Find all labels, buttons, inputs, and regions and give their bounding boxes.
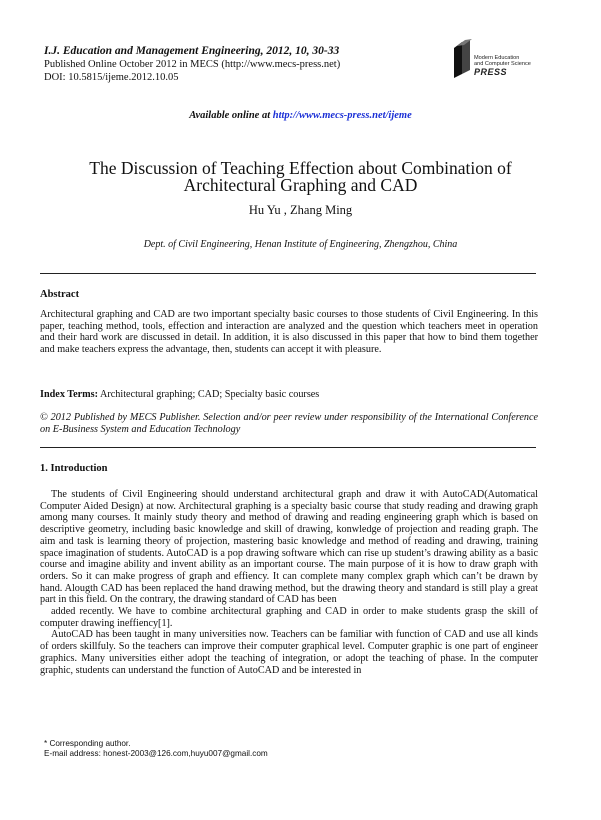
book-stack-icon (452, 38, 474, 78)
logo-line-2: and Computer Science (474, 61, 531, 67)
doi: DOI: 10.5815/ijeme.2012.10.05 (44, 72, 179, 83)
available-label: Available online at (189, 110, 273, 121)
introduction-heading: 1. Introduction (40, 463, 108, 474)
index-terms-paragraph (40, 389, 538, 401)
publication-info: Published Online October 2012 in MECS (http://www.mecs-press.net) (44, 59, 341, 70)
intro-paragraph-3: AutoCAD has been taught in many universities now. Teachers can be familiar with function of CAD and use all kinds of orders skillfuly. So the teachers can improve their computer graphical level. Computer graphic is one part of engineer graphics. Many universities either adopt the teaching of integration, or adopt the teaching of phase. In the computer graphic, students can understand the function of AutoCAD and be interested in (40, 629, 538, 676)
abstract-text (40, 309, 538, 356)
index-terms (40, 389, 538, 401)
intro-paragraph-1: The students of Civil Engineering should understand architectural graph and draw it with AutoCAD(Automatical Computer Aided Design) at now. Architectural graphing is a specialty basic course that study reading and drawing graph among many courses. It mainly study theory and method of drawing and reading engineering graph which is based on descriptive geometry, including basic knowledge and skill of drawing, konwledge of projection and reading graph. The aim and task is learning theory of projection, mastering basic knowledge and method of reading and drawing, training space imagination of students. AutoCAD is a pop drawing software which can rise up student’s drawing ability as a basic course and imagine ability and invent ability as an important course. The main purpose of it is how to draw graph with orders. So it can make progress of graph and effiency. It can complete many complex graph which can’t be drawn by hand. Alougth CAD has been replaced the hand drawing method, but the drawing theory and standard is still play a great part in this field. On the contrary, the drawing standard of CAD has been (40, 489, 538, 606)
journal-url-link[interactable]: http://www.mecs-press.net/ijeme (272, 110, 412, 121)
divider-bottom (40, 447, 536, 448)
copyright-text: © 2012 Published by MECS Publisher. Selection and/or peer review under responsibility of the International Conference on E-Business System and Education Technology (40, 412, 538, 435)
available-online (0, 110, 601, 121)
introduction-body (40, 489, 538, 676)
abstract-paragraph: Architectural graphing and CAD are two important specialty basic courses to those students of Civil Engineering. In this paper, teaching method, tools, effection and interaction are analyzed and the question which teachers meet in operation and their hard work are discussed in detail. In addition, it is also discussed in this paper that how to bind them together and make teachers express the advantage, then, students can accept it with pleasure. (40, 309, 538, 356)
abstract-heading: Abstract (40, 289, 80, 300)
logo-line-1: Modern Education (474, 55, 520, 61)
index-terms-label: Index Terms: (40, 389, 99, 400)
affiliation: Dept. of Civil Engineering, Henan Institute of Engineering, Zhengzhou, China (143, 239, 458, 250)
authors: Hu Yu , Zhang Ming (248, 203, 353, 217)
title-line-2: Architectural Graphing and CAD (183, 175, 418, 195)
mecs-press-logo (452, 38, 562, 80)
journal-header (44, 44, 374, 84)
intro-paragraph-2: added recently. We have to combine architectural graphing and CAD in order to make students grasp the skill of computer drawing ineffiency[1]. (40, 606, 538, 629)
copyright-notice (40, 412, 538, 435)
footnote (44, 739, 268, 759)
corresponding-author: * Corresponding author. (44, 739, 131, 748)
title-line-1: The Discussion of Teaching Effection about Combination of (89, 158, 512, 178)
journal-citation: I.J. Education and Management Engineering, 2012, 10, 30-33 (44, 45, 340, 57)
email-address: E-mail address: honest-2003@126.com,huyu007@gmail.com (44, 749, 268, 758)
index-terms-text: Architectural graphing; CAD; Specialty basic courses (98, 389, 320, 400)
divider-top (40, 273, 536, 274)
logo-line-3: PRESS (474, 67, 508, 77)
paper-title (40, 160, 561, 194)
